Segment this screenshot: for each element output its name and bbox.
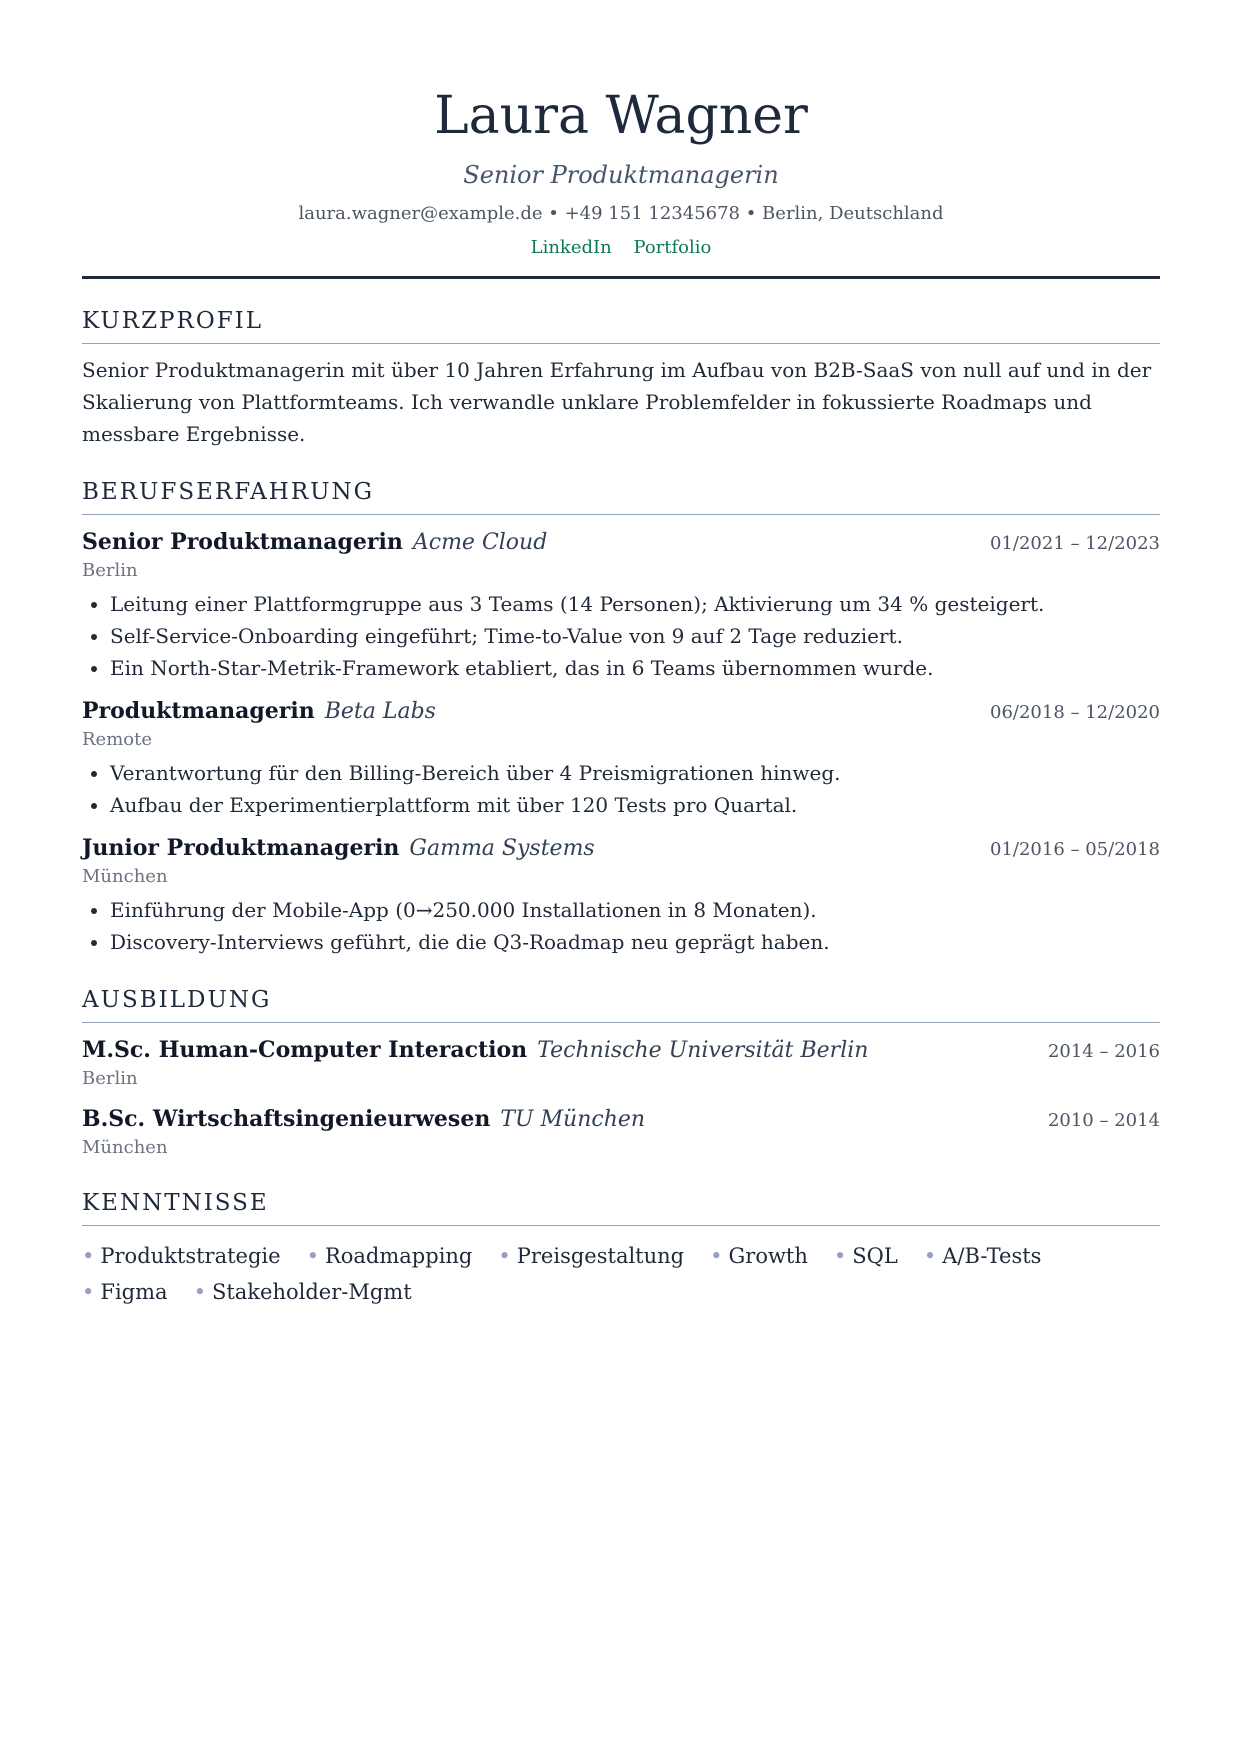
- profile-links: [82, 236, 1160, 260]
- skill-label: SQL: [852, 1244, 898, 1268]
- skill-label: Figma: [100, 1280, 168, 1304]
- degree-name: B.Sc. Wirtschaftsingenieurwesen: [82, 1106, 491, 1132]
- school-name: TU München: [500, 1107, 646, 1132]
- skill-item: [924, 1238, 1042, 1274]
- section-title-summary: KURZPROFIL: [82, 307, 1160, 344]
- job-location: Berlin: [82, 560, 138, 581]
- job-dates: 06/2018 – 12/2020: [990, 702, 1160, 723]
- skill-item: [710, 1238, 808, 1274]
- job-role: Junior Produktmanagerin: [82, 835, 400, 861]
- bullet-dot-icon: •: [82, 1280, 95, 1304]
- section-title-education: AUSBILDUNG: [82, 986, 1160, 1023]
- education-location: Berlin: [82, 1068, 138, 1089]
- skill-label: Produktstrategie: [100, 1244, 281, 1268]
- summary-text: Senior Produktmanagerin mit über 10 Jahren Erfahrung im Aufbau von B2B-SaaS von null auf und in der Skalierung von Plattformteams. Ich verwandle unklare Problemfelder in fokussierte Roadmaps und messbare Ergebnisse.: [82, 358, 1152, 446]
- skill-label: Growth: [728, 1244, 808, 1268]
- job-achievements: [82, 757, 1160, 821]
- candidate-name: Laura Wagner: [434, 86, 808, 146]
- skill-item: [82, 1274, 168, 1310]
- skill-label: Roadmapping: [324, 1244, 473, 1268]
- school-name: Technische Universität Berlin: [537, 1038, 869, 1063]
- achievement-item: • Ein North-Star-Metrik-Framework etabliert, das in 6 Teams übernommen wurde.: [110, 652, 1160, 684]
- bullet-dot-icon: •: [710, 1244, 723, 1268]
- bullet-dot-icon: •: [833, 1244, 847, 1268]
- education-section: [82, 986, 1160, 1161]
- skill-item: [498, 1238, 684, 1274]
- degree-name: M.Sc. Human-Computer Interaction: [82, 1037, 528, 1063]
- job-role: Senior Produktmanagerin: [82, 529, 403, 555]
- skill-item: [834, 1238, 898, 1274]
- job-location: Remote: [82, 729, 152, 750]
- experience-section: [82, 478, 1160, 958]
- job-dates: 01/2016 – 05/2018: [990, 839, 1160, 860]
- job-achievements: [82, 588, 1160, 684]
- education-dates: 2014 – 2016: [1047, 1041, 1160, 1062]
- skills-list: [82, 1238, 1160, 1310]
- education-location: München: [82, 1137, 168, 1158]
- job-achievements: [82, 894, 1160, 958]
- contact-line: laura.wagner@example.de • +49 151 12345678 • Berlin, Deutschland: [298, 203, 944, 224]
- summary-section: [82, 307, 1160, 450]
- candidate-title: Senior Produktmanagerin: [463, 161, 779, 189]
- bullet-dot-icon: •: [193, 1280, 206, 1304]
- linkedin-link[interactable]: LinkedIn: [530, 237, 612, 258]
- job-company: Gamma Systems: [409, 836, 595, 861]
- header-divider: [82, 276, 1160, 279]
- job-location: München: [82, 866, 168, 887]
- skill-label: A/B-Tests: [942, 1244, 1042, 1268]
- section-title-skills: KENNTNISSE: [82, 1189, 1160, 1226]
- achievement-item: • Discovery-Interviews geführt, die die Q3-Roadmap neu geprägt haben.: [110, 926, 1160, 958]
- education-entry: [82, 1104, 1160, 1161]
- job-dates: 01/2021 – 12/2023: [990, 533, 1160, 554]
- achievement-item: • Self-Service-Onboarding eingeführt; Time-to-Value von 9 auf 2 Tage reduziert.: [110, 620, 1160, 652]
- portfolio-link[interactable]: Portfolio: [633, 237, 712, 258]
- experience-entry: [82, 696, 1160, 821]
- achievement-item: • Aufbau der Experimentierplattform mit über 120 Tests pro Quartal.: [110, 789, 1160, 821]
- education-dates: 2010 – 2014: [1047, 1110, 1160, 1131]
- skill-item: [307, 1238, 473, 1274]
- skill-label: Stakeholder-Mgmt: [211, 1280, 412, 1304]
- skill-item: [194, 1274, 412, 1310]
- achievement-item: • Leitung einer Plattformgruppe aus 3 Teams (14 Personen); Aktivierung um 34 % gesteigert.: [110, 588, 1160, 620]
- education-entry: [82, 1035, 1160, 1092]
- achievement-item: • Verantwortung für den Billing-Bereich über 4 Preismigrationen hinweg.: [110, 757, 1160, 789]
- job-role: Produktmanagerin: [82, 698, 315, 724]
- skill-item: [82, 1238, 281, 1274]
- bullet-dot-icon: •: [498, 1244, 511, 1268]
- bullet-dot-icon: •: [82, 1244, 95, 1268]
- bullet-dot-icon: •: [306, 1244, 319, 1268]
- skills-section: [82, 1189, 1160, 1310]
- experience-entry: [82, 833, 1160, 958]
- job-company: Acme Cloud: [412, 530, 548, 555]
- job-company: Beta Labs: [324, 699, 436, 724]
- skill-label: Preisgestaltung: [516, 1244, 685, 1268]
- section-title-experience: BERUFSERFAHRUNG: [82, 478, 1160, 515]
- experience-entry: [82, 527, 1160, 684]
- achievement-item: • Einführung der Mobile-App (0→250.000 Installationen in 8 Monaten).: [110, 894, 1160, 926]
- bullet-dot-icon: •: [923, 1244, 937, 1268]
- resume-header: [82, 0, 1160, 260]
